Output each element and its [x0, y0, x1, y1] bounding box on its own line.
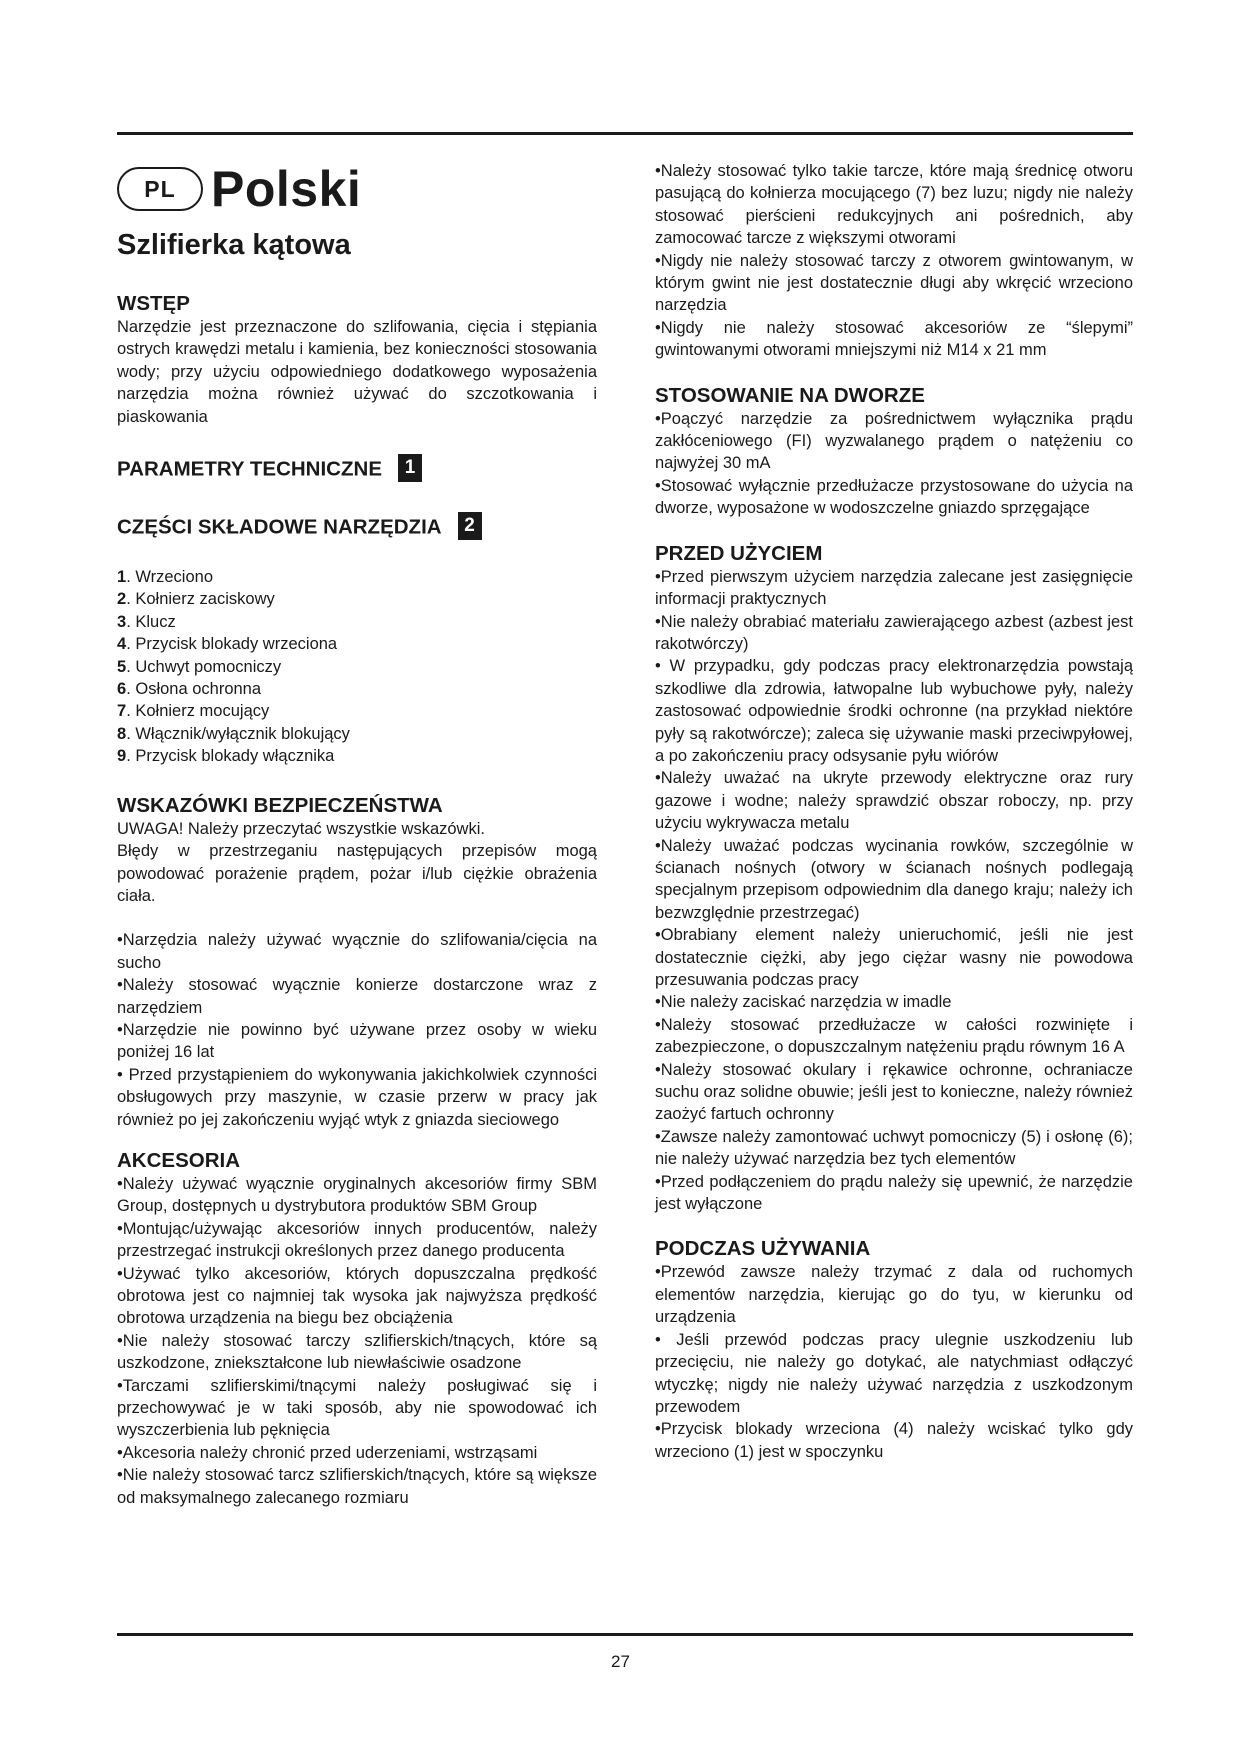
- list-item: 7. Kołnierz mocujący: [117, 702, 270, 721]
- bullet: •Przed podłączeniem do prądu należy się upewnić, że narzędzie jest wyłączone: [655, 1172, 1133, 1214]
- bullet: •Nie należy obrabiać materiału zawierającego azbest (azbest jest rakotwórczy): [655, 612, 1133, 653]
- section-title: AKCESORIA: [117, 1148, 241, 1172]
- bullet: •Tarczami szlifierskimi/tnącymi należy posługiwać się i przechowywać je w taki sposób, aby nie spowodować ich wyszczerbienia lub pęknięcia: [117, 1376, 597, 1440]
- list-item: 9. Przycisk blokady włącznika: [117, 747, 335, 766]
- section-title: PODCZAS UŻYWANIA: [655, 1237, 871, 1261]
- top-rule: [117, 132, 1133, 135]
- section-akcesoria: [117, 1149, 597, 1509]
- section-przed: [655, 542, 1133, 1216]
- bullet: •Obrabiany element należy unieruchomić, jeśli nie jest dostatecznie ciężki, aby jego ciężar wasny nie powodowa przesuwania podczas pracy: [655, 926, 1133, 989]
- section-title: WSTĘP: [117, 292, 190, 315]
- paragraph: Błędy w przestrzeganiu następujących przepisów mogą powodować porażenie prądem, pożar i/lub ciężkie obrażenia ciała.: [117, 842, 597, 905]
- section-title: STOSOWANIE NA DWORZE: [655, 383, 925, 407]
- bullet: •Akcesoria należy chronić przed uderzeniami, wstrząsami: [117, 1443, 538, 1462]
- bullet: • Jeśli przewód podczas pracy ulegnie uszkodzeniu lub przecięciu, nie należy go dotykać, ale natychmiast odłączyć wtyczkę; nigdy nie należy używać narzędzia z uszkodzonym przewodem: [655, 1330, 1133, 1416]
- list-item: 4. Przycisk blokady wrzeciona: [117, 635, 338, 654]
- section-parametry: [117, 456, 597, 484]
- bullet: •Używać tylko akcesoriów, których dopuszczalna prędkość obrotowa jest co najmniej tak wysoka jak najwyższa prędkość obrotowa urządzenia na biegu bez obciążenia: [117, 1264, 597, 1328]
- page-number: 27: [611, 1652, 630, 1671]
- bullet: •Nigdy nie należy stosować akcesoriów ze “ślepymi” gwintowanymi otworami mniejszymi niż M14 x 21 mm: [655, 318, 1133, 360]
- bullet: • Przed przystąpieniem do wykonywania jakichkolwiek czynności obsługowych przy maszynie, w czasie przerw w pracy jak również po jej zakończeniu wyjąć wtyk z gniazda sieciowego: [117, 1065, 597, 1129]
- language-header: [117, 161, 597, 217]
- language-code-badge: PL: [117, 167, 203, 211]
- bullet: •Narzędzie nie powinno być używane przez osoby w wieku poniżej 16 lat: [117, 1020, 597, 1062]
- section-wstep: [117, 292, 597, 428]
- bullet: •Nie należy zaciskać narzędzia w imadle: [655, 993, 952, 1012]
- figure-number-badge: 2: [458, 512, 482, 540]
- section-title: [117, 514, 597, 542]
- bullet: •Należy stosować wyącznie konierze dostarczone wraz z narzędziem: [117, 976, 597, 1017]
- section-title: [117, 456, 597, 484]
- bullet: •Nie należy stosować tarcz szlifierskich/tnących, które są większe od maksymalnego zalecanego rozmiaru: [117, 1466, 597, 1507]
- section-akcesoria-continued: [655, 160, 1133, 362]
- paragraph: UWAGA! Należy przeczytać wszystkie wskazówki.: [117, 819, 485, 838]
- bullet: •Należy uważać na ukryte przewody elektryczne oraz rury gazowe i wodne; należy sprawdzić obszar roboczy, np. przy użyciu wykrywacza metalu: [655, 769, 1133, 833]
- section-title: WSKAZÓWKI BEZPIECZEŃSTWA: [117, 793, 443, 817]
- list-item: 1. Wrzeciono: [117, 568, 213, 587]
- list-item: 6. Osłona ochronna: [117, 680, 262, 699]
- section-title: PRZED UŻYCIEM: [655, 541, 823, 565]
- bullet: •Przewód zawsze należy trzymać z dala od ruchomych elementów narzędzia, kierując go do tyu, w kierunku od urządzenia: [655, 1263, 1133, 1327]
- language-title: Polski: [211, 161, 362, 217]
- section-podczas: [655, 1237, 1133, 1463]
- list-item: 5. Uchwyt pomocniczy: [117, 657, 282, 676]
- bullet: •Nigdy nie należy stosować tarczy z otworem gwintowanym, w którym gwint nie jest dostatecznie długi aby wkręcić wrzeciono narzędzia: [655, 251, 1133, 315]
- parts-list: [117, 566, 597, 768]
- left-column: [117, 160, 597, 1509]
- section-wskazowki: [117, 794, 597, 1131]
- list-item: 3. Klucz: [117, 612, 176, 631]
- bullet: •Montując/używając akcesoriów innych producentów, należy przestrzegać instrukcji określonych przez danego producenta: [117, 1219, 597, 1261]
- bullet: •Należy stosować tylko takie tarcze, które mają średnicę otworu pasującą do kołnierza mocującego (7) bez luzu; nigdy nie należy stosować pierścieni redukcyjnych ani pośrednich, aby zamocować tarcze z większymi otworami: [655, 162, 1133, 248]
- section-czesci: [117, 514, 597, 768]
- document-title: Szlifierka kątowa: [117, 229, 351, 261]
- paragraph: Narzędzie jest przeznaczone do szlifowania, cięcia i stępiania ostrych krawędzi metalu i kamienia, bez konieczności stosowania wody; przy użyciu odpowiedniego dodatkowego wyposażenia narzędzia można również używać do szczotkowania i piaskowania: [117, 318, 597, 426]
- bullet: •Stosować wyłącznie przedłużacze przystosowane do użycia na dworze, wyposażone w wodoszczelne gniazdo sprzęgające: [655, 476, 1133, 518]
- bottom-rule: [117, 1633, 1133, 1636]
- section-title-text: PARAMETRY TECHNICZNE: [117, 457, 382, 481]
- bullet: •Zawsze należy zamontować uchwyt pomocniczy (5) i osłonę (6); nie należy używać narzędzia bez tych elementów: [655, 1127, 1133, 1169]
- bullet: •Poączyć narzędzie za pośrednictwem wyłącznika prądu zakłóceniowego (FI) wyzwalanego prądem o natężeniu co najwyżej 30 mA: [655, 409, 1133, 473]
- section-title-text: CZĘŚCI SKŁADOWE NARZĘDZIA: [117, 515, 442, 539]
- bullet: • W przypadku, gdy podczas pracy elektronarzędzia powstają szkodliwe dla zdrowia, łatwopalne lub wybuchowe pyły, należy zastosować odpowiednie środki ochronne (na przykład niektóre pyły są rakotwórcze); zaleca się używanie maski przeciwpyłowej, a po zakończeniu pracy odsysanie pyłu wiórów: [655, 657, 1133, 765]
- right-column: [655, 160, 1133, 1463]
- bullet: •Przed pierwszym użyciem narzędzia zalecane jest zasięgnięcie informacji praktycznych: [655, 567, 1133, 609]
- section-na-dworze: [655, 384, 1133, 520]
- bullet: •Należy uważać podczas wycinania rowków, szczególnie w ścianach nośnych (otwory w ścianach nośnych podlegają specjalnym przepisom odpowiednim dla danego kraju; należy ich bezwzględnie przestrzegać): [655, 836, 1133, 922]
- figure-number-badge: 1: [398, 454, 422, 482]
- bullet: •Przycisk blokady wrzeciona (4) należy wciskać tylko gdy wrzeciono (1) jest w spoczynku: [655, 1420, 1133, 1461]
- bullet: •Należy stosować przedłużacze w całości rozwinięte i zabezpieczone, o dopuszczalnym natężeniu prądu równym 16 A: [655, 1015, 1133, 1057]
- bullet: •Narzędzia należy używać wyącznie do szlifowania/cięcia na sucho: [117, 931, 597, 972]
- list-item: 8. Włącznik/wyłącznik blokujący: [117, 724, 350, 743]
- list-item: 2. Kołnierz zaciskowy: [117, 590, 275, 609]
- bullet: •Należy stosować okulary i rękawice ochronne, ochraniacze suchu oraz solidne obuwie; jeśli jest to konieczne, należy również zaożyć fartuch ochronny: [655, 1060, 1133, 1124]
- bullet: •Nie należy stosować tarczy szlifierskich/tnących, które są uszkodzone, zniekształcone lub niewłaściwie osadzone: [117, 1331, 597, 1373]
- bullet: •Należy używać wyącznie oryginalnych akcesoriów firmy SBM Group, dostępnych u dystrybutora produktów SBM Group: [117, 1174, 597, 1216]
